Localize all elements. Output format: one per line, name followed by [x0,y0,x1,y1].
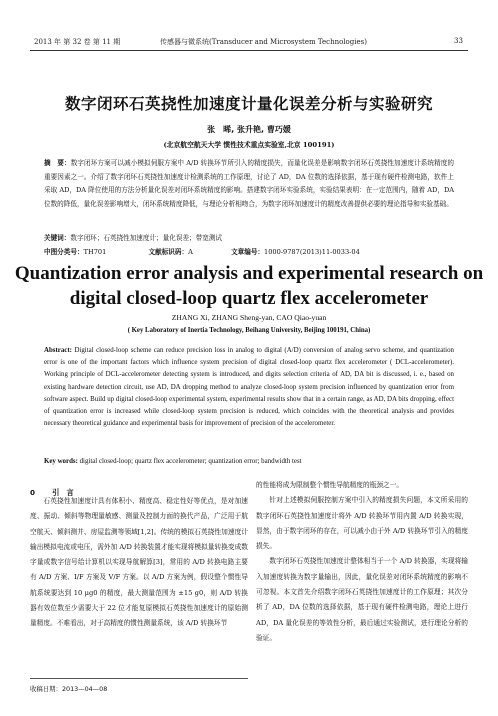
doc-code-label: 文献标识码： [148,248,189,256]
article-number-label: 文章编号： [231,248,265,256]
authors-en: ZHANG Xi, ZHANG Sheng-yan, CAO Qiao-yuan [171,313,327,322]
affiliation-en: ( Key Laboratory of Inertia Technology, Beihang University, Beijing 100191, China) [127,327,371,334]
classification-cn [44,246,454,260]
running-header-journal: 传感器与微系统(Transducer and Microsystem Technologies) [160,38,367,46]
section-title: 引 言 [52,488,74,497]
abstract-cn [44,157,454,211]
doc-code-value: A [188,248,193,256]
article-number-value: 1000-9787(2013)11-0033-04 [264,248,360,256]
abstract-cn-label: 摘 要： [44,159,71,167]
intro-paragraph-3: 数字闭环石英挠性加速度计整体相当于一个 A/D 转换器，实现将输入加速度转换为数字量输出，因此，量化误差对闭环系统精度的影响不可忽视。本文首先介绍数字闭环石英挠性加速度计的工作原理；其次分析了 AD，DA 位数的选择依据，基于现有硬件检测电路，理论上进行 AD，DA 量化误差的等效性分析，最后通过实验测试，进行理论分析的验证。 [256,557,468,642]
authors-cn: 张 晞, 张升艳, 曹巧媛 [207,125,291,134]
footnote-rule [30,678,248,679]
paper-title-cn: 数字闭环石英挠性加速度计量化误差分析与实验研究 [64,95,433,113]
abstract-en-label: Abstract: [44,347,72,354]
section-number: 0 [30,488,36,497]
abstract-en [44,345,454,430]
intro-paragraph-1-cont: 的性能将成为限制整个惯性导航精度的瓶颈之一。 [256,481,404,489]
abstract-cn-text: 数字闭环方案可以减小模拟伺服方案中 A/D 转换环节所引入的精度损失，而量化误差是影响数字闭环石英挠性加速度计系统精度的重要因素之一。介绍了数字闭环石英挠性加速度计检测系统的工作原理，讨论了 AD，DA 位数的选择依据，基于现有硬件检测电路，软件上采取 AD，DA 降位使用的方法分析量化误差对闭环系统精度的影响。搭建数字闭环实验系统，实验结果表明：在一定范围内，随着 AD，DA 位数的降低，量化误差影响增大，闭环系统精度降低，与理论分析相吻合，为数字闭环加速度计的精度改善提供必要的理论指导和实验基础。 [44,159,455,208]
keywords-en-text: digital closed-loop; quartz flex accelerometer; quantization error; bandwidth test [79,458,302,465]
intro-paragraph-1: 石英挠性加速度计具有体积小、精度高、稳定性好等优点，是对加速度、振动、倾斜等物理量敏感、测量及控制力面的换代产品，广泛用于航空航天、倾斜测井、房屋监测等领域[1,2]。传统的模拟石英挠性加速度计输出模拟电流或电压，需外加 A/D 转换装置才能实现将模拟量转换变成数字量或数字信号给计算机以实现导航解算[3]，常用的 A/D 转换电路主要有 A/D 方案、I/F 方案及 V/F 方案。以 A/D 方案为例，假设整个惯性导航系统要达到 10 μg0 的精度，最大测量范围为 ±15 g0，则 A/D 转换器有效位数至少需要大于 22 位才能复原模拟石英挠性加速度计的原始测量精度。不难看出，对于高精度的惯性测量系统，该 A/D 转换环节 [30,497,248,628]
page-number: 33 [454,37,463,45]
keywords-cn [44,232,454,246]
keywords-en-label: Key words: [44,458,78,465]
intro-paragraph-2: 针对上述模拟伺服控制方案中引入的精度损失问题，本文所采用的数字闭环石英挠性加速度计将外 A/D 转换环节用内置 A/D 转换实现，显然，由于数字闭环的存在，可以减小由于外 A/D 转换环节引入的精度损失。 [256,496,468,551]
right-column-text [256,478,468,646]
received-date: 收稿日期：2013—04—08 [30,685,108,693]
clc-label: 中图分类号： [44,248,84,256]
abstract-en-text: Digital closed-loop scheme can reduce precision loss in analog to digital (A/D) conversion of analog servo scheme, and quantization error is one of the important factors which influence system precision of digital closed-loop quartz flex accelerometer ( DCL-accelerometer). Working principle of DCL-accelerometer detecting system is introduced, and digits selection criteria of AD, DA bit is discussed, i. e., based on existing hardware detection circuit, use AD, DA dropping method to analyze closed-loop system precision influenced by quantization error from software aspect. Build up digital closed-loop experimental system, experimental results show that in a certain range, as AD, DA bits dropping, effect of quantization error is increased while closed-loop system precision is reduced, which coincides with the theoretical analysis and provides necessary theoretical guidance and experimental basis for improvement of precision of the accelerometer. [44,347,454,428]
keywords-cn-text: 数字闭环；石英挠性加速度计；量化误差；带宽测试 [70,234,223,242]
keywords-en [44,456,454,468]
header-rule [30,50,468,51]
paper-title-en-line2: digital closed-loop quartz flex accelerometer [69,288,429,309]
left-column-text [30,494,248,632]
paper-title-en-line1: Quantization error analysis and experimental research on [14,263,484,284]
affiliation-cn: (北京航空航天大学 惯性技术重点实验室,北京 100191) [163,141,335,149]
keywords-cn-label: 关键词： [44,234,71,242]
clc-value: TH701 [83,248,107,256]
running-header-issue: 2013 年 第 32 卷 第 11 期 [34,38,121,46]
